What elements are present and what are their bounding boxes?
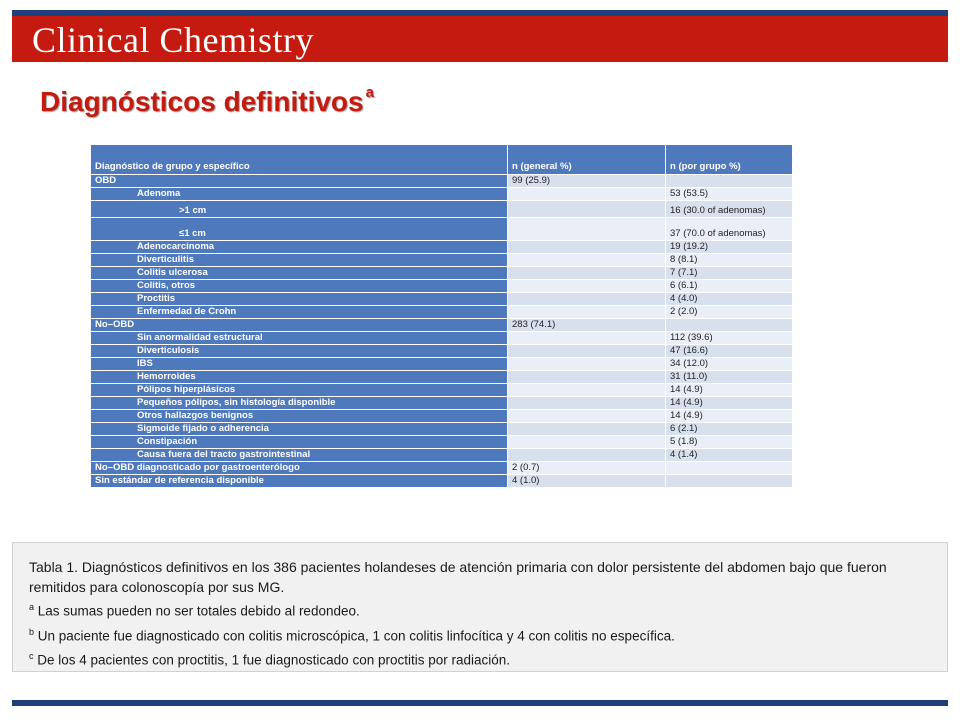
row-group [666, 462, 793, 475]
caption-note-a [29, 597, 934, 622]
table-row [91, 475, 793, 488]
brand-title: Clinical Chemistry [32, 20, 314, 60]
row-general [508, 410, 666, 423]
row-group: 6 (6.1) [666, 280, 793, 293]
caption-box [12, 542, 948, 672]
table-row [91, 410, 793, 423]
row-label: Hemorroides [91, 371, 508, 384]
table-row [91, 267, 793, 280]
table-row [91, 306, 793, 319]
row-group: 34 (12.0) [666, 358, 793, 371]
row-general [508, 218, 666, 241]
table-header-row [91, 145, 793, 175]
row-general [508, 397, 666, 410]
table-row [91, 384, 793, 397]
row-label: Adenocarcinoma [91, 241, 508, 254]
row-label: Causa fuera del tracto gastrointestinal [91, 449, 508, 462]
header-general: n (general %) [508, 145, 666, 175]
header-diagnosis: Diagnóstico de grupo y específico [91, 145, 508, 175]
row-general [508, 254, 666, 267]
table-row [91, 201, 793, 218]
row-label: Otros hallazgos benignos [91, 410, 508, 423]
row-group: 31 (11.0) [666, 371, 793, 384]
row-general [508, 358, 666, 371]
row-group: 7 (7.1) [666, 267, 793, 280]
table-row [91, 175, 793, 188]
row-group: 2 (2.0) [666, 306, 793, 319]
row-group: 47 (16.6) [666, 345, 793, 358]
slide-title-superscript: a [365, 83, 374, 101]
slide-title [40, 83, 374, 118]
note-a-mark: a [29, 602, 35, 612]
header-group: n (por grupo %) [666, 145, 793, 175]
table-row [91, 436, 793, 449]
note-b-mark: b [29, 626, 35, 637]
row-group: 6 (2.1) [666, 423, 793, 436]
row-label: Diverticulosis [91, 345, 508, 358]
row-label: Colitis, otros [91, 280, 508, 293]
table-row [91, 293, 793, 306]
row-label: Colitis ulcerosa [91, 267, 508, 280]
table-row [91, 188, 793, 201]
caption-note-b [29, 622, 934, 647]
row-general [508, 241, 666, 254]
row-label: ≤1 cm [91, 218, 508, 241]
row-label: Sin anormalidad estructural [91, 332, 508, 345]
row-general [508, 293, 666, 306]
note-c-text: De los 4 pacientes con proctitis, 1 fue diagnosticado con proctitis por radiación. [33, 652, 511, 668]
row-label: >1 cm [91, 201, 508, 218]
table-row [91, 319, 793, 332]
row-group: 37 (70.0 of adenomas) [666, 218, 793, 241]
slide-title-text: Diagnósticos definitivos [40, 86, 364, 117]
row-label: IBS [91, 358, 508, 371]
row-general [508, 188, 666, 201]
row-group: 112 (39.6) [666, 332, 793, 345]
caption-lead: Tabla 1. [29, 559, 79, 575]
row-label: Proctitis [91, 293, 508, 306]
table-row [91, 371, 793, 384]
row-group: 19 (19.2) [666, 241, 793, 254]
row-label: Diverticulitis [91, 254, 508, 267]
table-row [91, 254, 793, 267]
table-caption [29, 557, 934, 671]
row-group: 14 (4.9) [666, 410, 793, 423]
row-general [508, 436, 666, 449]
row-group: 14 (4.9) [666, 397, 793, 410]
row-group: 5 (1.8) [666, 436, 793, 449]
row-general [508, 449, 666, 462]
header-banner [12, 16, 948, 62]
row-group: 16 (30.0 of adenomas) [666, 201, 793, 218]
row-general [508, 423, 666, 436]
note-c-mark: c [29, 651, 34, 661]
row-general [508, 371, 666, 384]
diagnosis-table [90, 144, 793, 488]
bottom-rule [12, 700, 948, 706]
row-label: Adenoma [91, 188, 508, 201]
row-label: Pequeños pólipos, sin histología disponible [91, 397, 508, 410]
row-general [508, 332, 666, 345]
row-label: OBD [91, 175, 508, 188]
table-row [91, 241, 793, 254]
row-group [666, 319, 793, 332]
row-general: 2 (0.7) [508, 462, 666, 475]
row-label: Enfermedad de Crohn [91, 306, 508, 319]
row-group: 8 (8.1) [666, 254, 793, 267]
caption-main [29, 557, 934, 597]
row-label: Constipación [91, 436, 508, 449]
row-general [508, 345, 666, 358]
row-general: 4 (1.0) [508, 475, 666, 488]
row-group: 14 (4.9) [666, 384, 793, 397]
row-label: Sigmoide fijado o adherencia [91, 423, 508, 436]
table-row [91, 397, 793, 410]
table-row [91, 358, 793, 371]
table-row [91, 218, 793, 241]
table-row [91, 423, 793, 436]
row-group [666, 175, 793, 188]
caption-note-c [29, 646, 934, 671]
table-row [91, 462, 793, 475]
row-general [508, 267, 666, 280]
caption-text: Diagnósticos definitivos en los 386 pacientes holandeses de atención primaria con dolor persistente del abdomen bajo que fueron remitidos para colonoscopía por sus MG. [29, 559, 887, 595]
row-group: 4 (4.0) [666, 293, 793, 306]
note-b-text: Un paciente fue diagnosticado con colitis microscópica, 1 con colitis linfocítica y 4 con colitis no específica. [34, 628, 675, 643]
table-row [91, 280, 793, 293]
row-general [508, 201, 666, 218]
row-group: 53 (53.5) [666, 188, 793, 201]
row-label: No–OBD [91, 319, 508, 332]
row-general: 99 (25.9) [508, 175, 666, 188]
row-label: No–OBD diagnosticado por gastroenterólogo [91, 462, 508, 475]
table-row [91, 345, 793, 358]
row-general [508, 306, 666, 319]
table-row [91, 332, 793, 345]
row-group [666, 475, 793, 488]
row-general [508, 280, 666, 293]
row-label: Sin estándar de referencia disponible [91, 475, 508, 488]
note-a-text: Las sumas pueden no ser totales debido al redondeo. [34, 603, 360, 619]
row-group: 4 (1.4) [666, 449, 793, 462]
row-label: Pólipos hiperplásicos [91, 384, 508, 397]
row-general [508, 384, 666, 397]
table-row [91, 449, 793, 462]
row-general: 283 (74.1) [508, 319, 666, 332]
